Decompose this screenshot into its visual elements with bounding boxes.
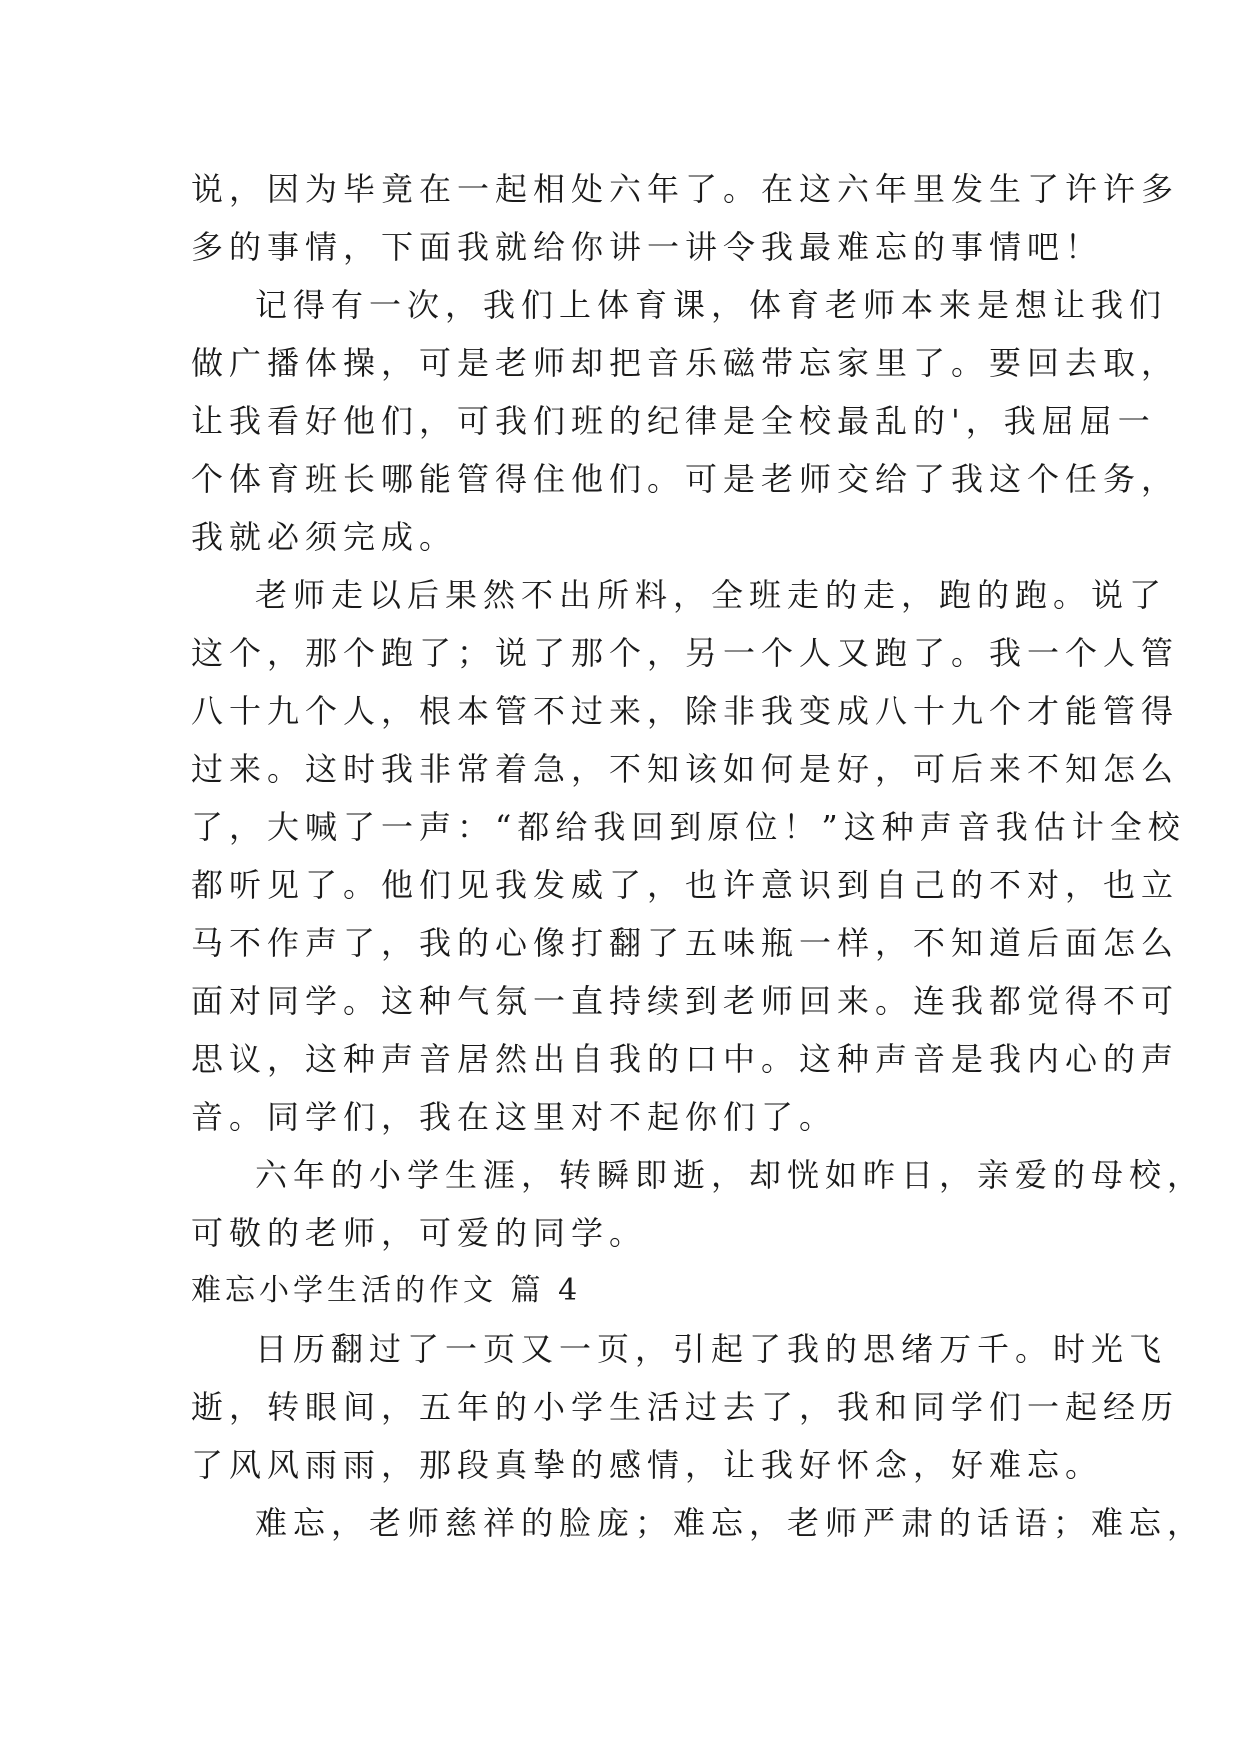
text-line: 说，因为毕竟在一起相处六年了。在这六年里发生了许许多 xyxy=(191,170,1180,208)
article-body xyxy=(191,160,1206,1552)
text-line: 音。同学们，我在这里对不起你们了。 xyxy=(191,1098,838,1136)
paragraph-start-line: 老师走以后果然不出所料，全班走的走，跑的跑。说了 xyxy=(255,576,1168,614)
paragraph-start-line: 日历翻过了一页又一页，引起了我的思绪万千。时光飞 xyxy=(255,1330,1168,1368)
paragraph-start-line: 记得有一次，我们上体育课，体育老师本来是想让我们 xyxy=(255,286,1168,324)
text-line: 思议，这种声音居然出自我的口中。这种声音是我内心的声 xyxy=(191,1040,1180,1078)
paragraph-start-line: 六年的小学生涯，转瞬即逝，却恍如昨日，亲爱的母校， xyxy=(255,1156,1206,1194)
text-line: 这个，那个跑了；说了那个，另一个人又跑了。我一个人管 xyxy=(191,634,1180,672)
text-line: 逝，转眼间，五年的小学生活过去了，我和同学们一起经历 xyxy=(191,1388,1180,1426)
text-line: 让我看好他们，可我们班的纪律是全校最乱的'，我屈屈一 xyxy=(191,402,1156,440)
section-heading: 难忘小学生活的作文 篇 4 xyxy=(191,1273,582,1308)
text-line: 过来。这时我非常着急，不知该如何是好，可后来不知怎么 xyxy=(191,750,1180,788)
paragraph-start-line: 难忘，老师慈祥的脸庞；难忘，老师严肃的话语；难忘， xyxy=(255,1504,1206,1542)
text-line: 八十九个人，根本管不过来，除非我变成八十九个才能管得 xyxy=(191,692,1180,730)
text-line: 可敬的老师，可爱的同学。 xyxy=(191,1214,648,1252)
text-line: 了，大喊了一声：“都给我回到原位！”这种声音我估计全校 xyxy=(191,808,1186,846)
text-line: 了风风雨雨，那段真挚的感情，让我好怀念，好难忘。 xyxy=(191,1446,1104,1484)
text-line: 多的事情，下面我就给你讲一讲令我最难忘的事情吧！ xyxy=(191,228,1104,266)
text-line: 做广播体操，可是老师却把音乐磁带忘家里了。要回去取， xyxy=(191,344,1180,382)
text-line: 都听见了。他们见我发威了，也许意识到自己的不对，也立 xyxy=(191,866,1180,904)
text-line: 个体育班长哪能管得住他们。可是老师交给了我这个任务， xyxy=(191,460,1180,498)
text-line: 面对同学。这种气氛一直持续到老师回来。连我都觉得不可 xyxy=(191,982,1180,1020)
text-line: 马不作声了，我的心像打翻了五味瓶一样，不知道后面怎么 xyxy=(191,924,1180,962)
text-line: 我就必须完成。 xyxy=(191,518,458,556)
